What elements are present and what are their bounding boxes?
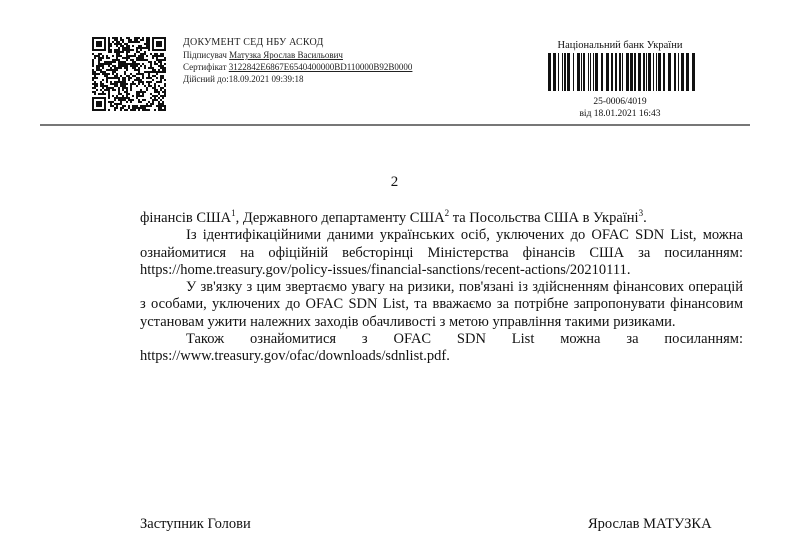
paragraph-4: Також ознайомитися з OFAC SDN List можна за посиланням: https://www.treasury.gov/ofac/downloads/sdnlist.pdf. [140,331,743,365]
registration-stamp [535,96,705,120]
header-divider [40,124,750,126]
page-number: 2 [390,174,399,190]
paragraph-1 [140,210,743,227]
document-header [0,0,789,125]
validity-line [183,73,412,85]
p1-part-a: фінансів США [140,210,232,226]
signer-name: Ярослав МАТУЗКА [588,516,712,532]
organization-name: Національний банк України [557,40,683,51]
barcode-icon [548,53,696,91]
p1-part-b: , Державного департаменту США [235,210,445,226]
registration-number: 25-0006/4019 [593,97,647,107]
footnote-ref-1: 1 [231,208,236,219]
paragraph-3: У зв'язку з цим звертаємо увагу на ризики, пов'язані із здійсненням фінансових операцій з особами, уключених до OFAC SDN List, та вважаємо за потрібне запропонувати фінансовим установам ужити належних заходів обачливості з метою управління такими ризиками. [140,279,743,330]
signer-label: Підписувач [183,50,227,60]
certificate-value: 3122842E6867E6540400000BD110000B92B0000 [228,62,413,72]
registration-date: від 18.01.2021 16:43 [579,109,661,119]
signer-line [183,49,412,61]
letter-body [140,210,743,366]
signer-position: Заступник Голови [140,516,251,532]
certificate-line [183,61,412,73]
p1-part-c: та Посольства США в Україні [449,210,639,226]
validity-label: Дійсний до: [183,74,229,84]
qr-code-icon [92,37,166,111]
footnote-ref-3: 3 [638,208,644,219]
paragraph-2: Із ідентифікаційними даними українських осіб, уключених до OFAC SDN List, можна ознайомитися на офіційній вебсторінці Міністерства фінансів США за посиланням: https://home.treasury.gov/policy-issues/financial-sanctions/recent-actions/20210111. [140,227,743,278]
p1-part-d: . [643,210,647,226]
signature-info [183,37,412,85]
footnote-ref-2: 2 [444,208,450,219]
signer-value: Матузка Ярослав Васильович [229,50,343,60]
validity-value: 18.09.2021 09:39:18 [228,74,304,84]
certificate-label: Сертифікат [183,62,227,72]
doc-system-title: ДОКУМЕНТ СЕД НБУ АСКОД [183,37,324,48]
